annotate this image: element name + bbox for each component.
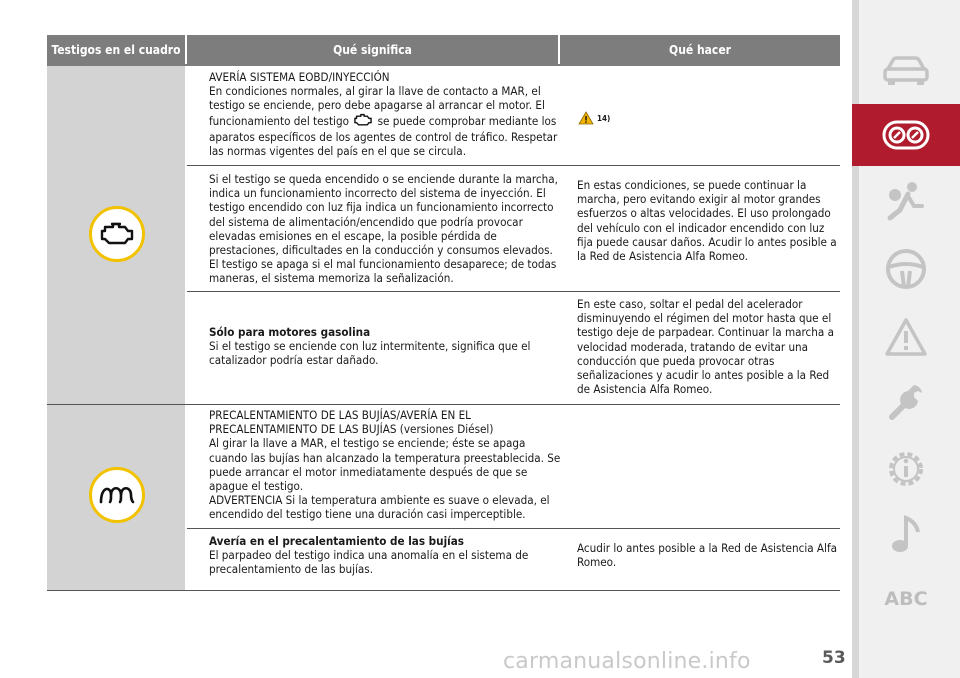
sidebar-item-vehicle[interactable] (866, 42, 946, 100)
header-meaning: Qué significa (187, 35, 558, 64)
row2-action: En estas condiciones, se puede continuar la marcha, pero evitando exigir al motor grandes esfuerzos o altas velocidades. El uso prolongado del vehículo con el indicador encendido con luz fija puede causar daños. Acudir lo antes posible a la Red de Asistencia Alfa Romeo. (577, 178, 837, 264)
music-note-icon (886, 512, 926, 556)
sidebar-item-index[interactable] (866, 570, 946, 628)
watermark: carmanualsonline.info (503, 649, 751, 674)
row4-text: Al girar la llave a MAR, el testigo se enciende; éste se apaga cuando las bujías han alcanzado la temperatura preestablecida. Se puede arrancar el motor inmediatamente después de que se apague el testigo. (209, 436, 561, 494)
engine-check-icon (99, 221, 135, 247)
header-lamps: Testigos en el cuadro (47, 35, 185, 64)
sidebar-item-instruments[interactable] (866, 106, 946, 164)
row3-action: En este caso, soltar el pedal del acelerador disminuyendo el régimen del motor hasta que el testigo deje de parpadear. Continuar la marcha a velocidad moderada, tratando de evitar una conducción que pueda provocar otras señalizaciones y acudir lo antes posible a la Red de Asistencia Alfa Romeo. (577, 297, 834, 397)
warning-triangle-small-icon (578, 111, 594, 125)
row-divider (187, 528, 840, 529)
row2-meaning: Si el testigo se queda encendido o se enciende durante la marcha, indica un funcionamiento incorrecto del sistema de inyección. El testigo encendido con luz fija indica un funcionamiento incorrecto del sistema de alimentación/encendido que podría provocar elevadas emisiones en el escape, la posible pérdida de prestaciones, dificultades en la conducción y consumos elevados. El testigo se apaga si el mal funcionamiento desaparece; de todas maneras, el sistema memoriza la señalización. (209, 172, 558, 286)
car-icon (882, 55, 930, 87)
section-divider (47, 404, 840, 405)
row3-subtitle: Sólo para motores gasolina (209, 325, 371, 339)
glow-plug-icon-badge (89, 467, 145, 523)
row4-note: ADVERTENCIA Si la temperatura ambiente es suave o elevada, el encendido del testigo tiene una duración casi imperceptible. (209, 493, 550, 522)
row5-subtitle: Avería en el precalentamiento de las bujías (209, 534, 464, 548)
wrench-icon (884, 379, 928, 423)
header-action: Qué hacer (560, 35, 840, 64)
info-gear-icon (884, 447, 928, 491)
row-divider (187, 291, 840, 292)
steering-wheel-icon (884, 247, 928, 291)
table-bottom-rule (47, 590, 840, 591)
sidebar-item-starting-driving[interactable] (866, 240, 946, 298)
row1-meaning (209, 70, 564, 158)
row5-action: Acudir lo antes posible a la Red de Asistencia Alfa Romeo. (577, 541, 838, 570)
warning-triangle-icon (884, 317, 928, 357)
row4-title: PRECALENTAMIENTO DE LAS BUJÍAS/AVERÍA EN EL PRECALENTAMIENTO DE LAS BUJÍAS (versiones Diésel) (209, 408, 494, 437)
row1-text-a: En condiciones normales, al girar la llave de contacto a MAR, el testigo se enciende, pero debe apagarse al arrancar el motor. El funcionamiento del testigo (209, 84, 545, 128)
sidebar-item-maintenance[interactable] (866, 372, 946, 430)
glow-plug-icon (98, 484, 136, 506)
dashboard-gauges-icon (882, 120, 930, 150)
sidebar-item-emergency[interactable] (866, 308, 946, 366)
index-abc-label: ABC (884, 588, 928, 610)
lamp-cell-eobd (47, 66, 185, 404)
row4-meaning (209, 408, 564, 522)
engine-check-inline-icon (352, 113, 374, 130)
sidebar-edge (852, 0, 859, 678)
sidebar-item-safety[interactable] (866, 172, 946, 230)
row1-title: AVERÍA SISTEMA EOBD/INYECCIÓN (209, 70, 390, 84)
page-number: 53 (822, 648, 846, 668)
row1-text-b: se puede comprobar mediante los aparatos específicos de los agentes de control de tráfico. Respetar las normas vigentes del país en el que se circula. (209, 113, 558, 159)
row-divider (187, 165, 840, 166)
sidebar-item-technical-data[interactable] (866, 440, 946, 498)
row5-text: El parpadeo del testigo indica una anomalía en el sistema de precalentamiento de las bujías. (209, 548, 529, 577)
row5-meaning (209, 534, 564, 577)
sidebar-item-multimedia[interactable] (866, 505, 946, 563)
row3-meaning (209, 325, 564, 368)
row1-action (578, 111, 610, 125)
engine-check-icon-badge (89, 206, 145, 262)
row1-action-ref: 14) (597, 113, 611, 123)
lamp-cell-glowplug (47, 405, 185, 590)
airbag-person-icon (882, 180, 930, 222)
row3-text: Si el testigo se enciende con luz intermitente, significa que el catalizador podría estar dañado. (209, 339, 531, 368)
